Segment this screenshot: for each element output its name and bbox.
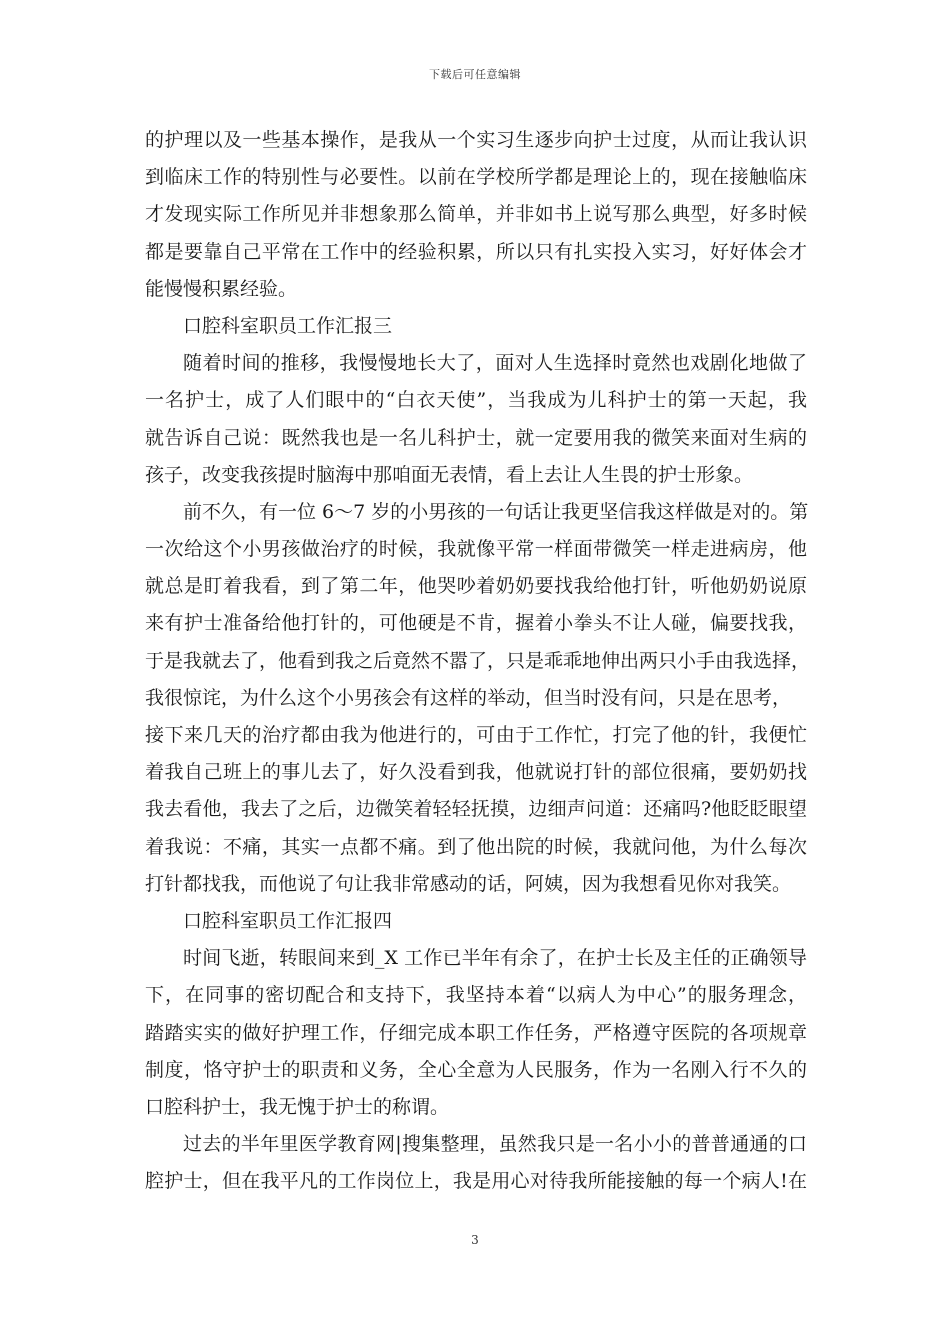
page-number: 3 [471, 1233, 479, 1247]
text-line: 接下来几天的治疗都由我为他进行的，可由于工作忙，打完了他的针，我便忙 [145, 724, 807, 746]
text-line: 孩子，改变我孩提时脑海中那咱面无表情，看上去让人生畏的护士形象。 [145, 463, 754, 486]
text-line: 下，在同事的密切配合和支持下，我坚持本着“以病人为中心”的服务理念， [145, 984, 807, 1007]
text-line: 一名护士，成了人们眼中的“白衣天使”，当我成为儿科护士的第一天起，我 [145, 389, 807, 412]
text-line: 口腔科护士，我无愧于护士的称谓。 [145, 1095, 450, 1118]
text-line: 着我自己班上的事儿去了，好久没看到我，他就说打针的部位很痛，要奶奶找 [145, 761, 807, 784]
text-line: 我很惊诧，为什么这个小男孩会有这样的举动，但当时没有问，只是在思考， [145, 686, 792, 709]
text-line: 随着时间的推移，我慢慢地长大了，面对人生选择时竟然也戏剧化地做了 [183, 352, 807, 375]
text-line: 就告诉自己说：既然我也是一名儿科护士，就一定要用我的微笑来面对生病的 [145, 426, 807, 449]
text-line: 到临床工作的特别性与必要性。以前在学校所学都是理论上的，现在接触临床 [145, 166, 807, 189]
text-line: 制度，恪守护士的职责和义务，全心全意为人民服务，作为一名刚入行不久的 [145, 1058, 807, 1081]
text-line: 我去看他，我去了之后，边微笑着轻轻抚摸，边细声问道：还痛吗?他眨眨眼望 [145, 798, 807, 821]
text-line: 才发现实际工作所见并非想象那么简单，并非如书上说写那么典型，好多时候 [145, 203, 807, 226]
text-line: 的护理以及一些基本操作，是我从一个实习生逐步向护士过度，从而让我认识 [145, 129, 807, 151]
text-line: 于是我就去了，他看到我之后竟然不嚣了，只是乖乖地伸出两只小手由我选择， [145, 649, 811, 672]
page-header: 下载后可任意编辑 [429, 68, 521, 81]
text-line: 就总是盯着我看，到了第二年，他哭吵着奶奶要找我给他打针，听他奶奶说原 [145, 575, 807, 598]
document-body [145, 122, 811, 1200]
text-line: 打针都找我，而他说了句让我非常感动的话，阿姨，因为我想看见你对我笑。 [145, 872, 792, 895]
text-line: 前不久，有一位 6～7 岁的小男孩的一句话让我更坚信我这样做是对的。第 [183, 500, 809, 523]
text-line: 时间飞逝，转眼间来到_X 工作已半年有余了，在护士长及主任的正确领导 [183, 947, 807, 970]
text-line: 腔护士，但在我平凡的工作岗位上，我是用心对待我所能接触的每一个病人!在 [145, 1170, 807, 1193]
text-line: 着我说：不痛，其实一点都不痛。到了他出院的时候，我就问他，为什么每次 [145, 835, 807, 858]
section-heading: 口腔科室职员工作汇报三 [183, 314, 393, 337]
text-line: 一次给这个小男孩做治疗的时候，我就像平常一样面带微笑一样走进病房，他 [145, 538, 807, 561]
text-line: 能慢慢积累经验。 [145, 277, 298, 300]
text-line: 过去的半年里医学教育网|搜集整理，虽然我只是一名小小的普普通通的口 [183, 1133, 807, 1156]
section-heading: 口腔科室职员工作汇报四 [183, 909, 393, 932]
text-line: 来有护士准备给他打针的，可他硬是不肯，握着小拳头不让人碰，偏要找我， [145, 612, 807, 635]
text-line: 都是要靠自己平常在工作中的经验积累，所以只有扎实投入实习，好好体会才 [145, 240, 807, 263]
text-line: 踏踏实实的做好护理工作，仔细完成本职工作任务，严格遵守医院的各项规章 [145, 1021, 807, 1044]
